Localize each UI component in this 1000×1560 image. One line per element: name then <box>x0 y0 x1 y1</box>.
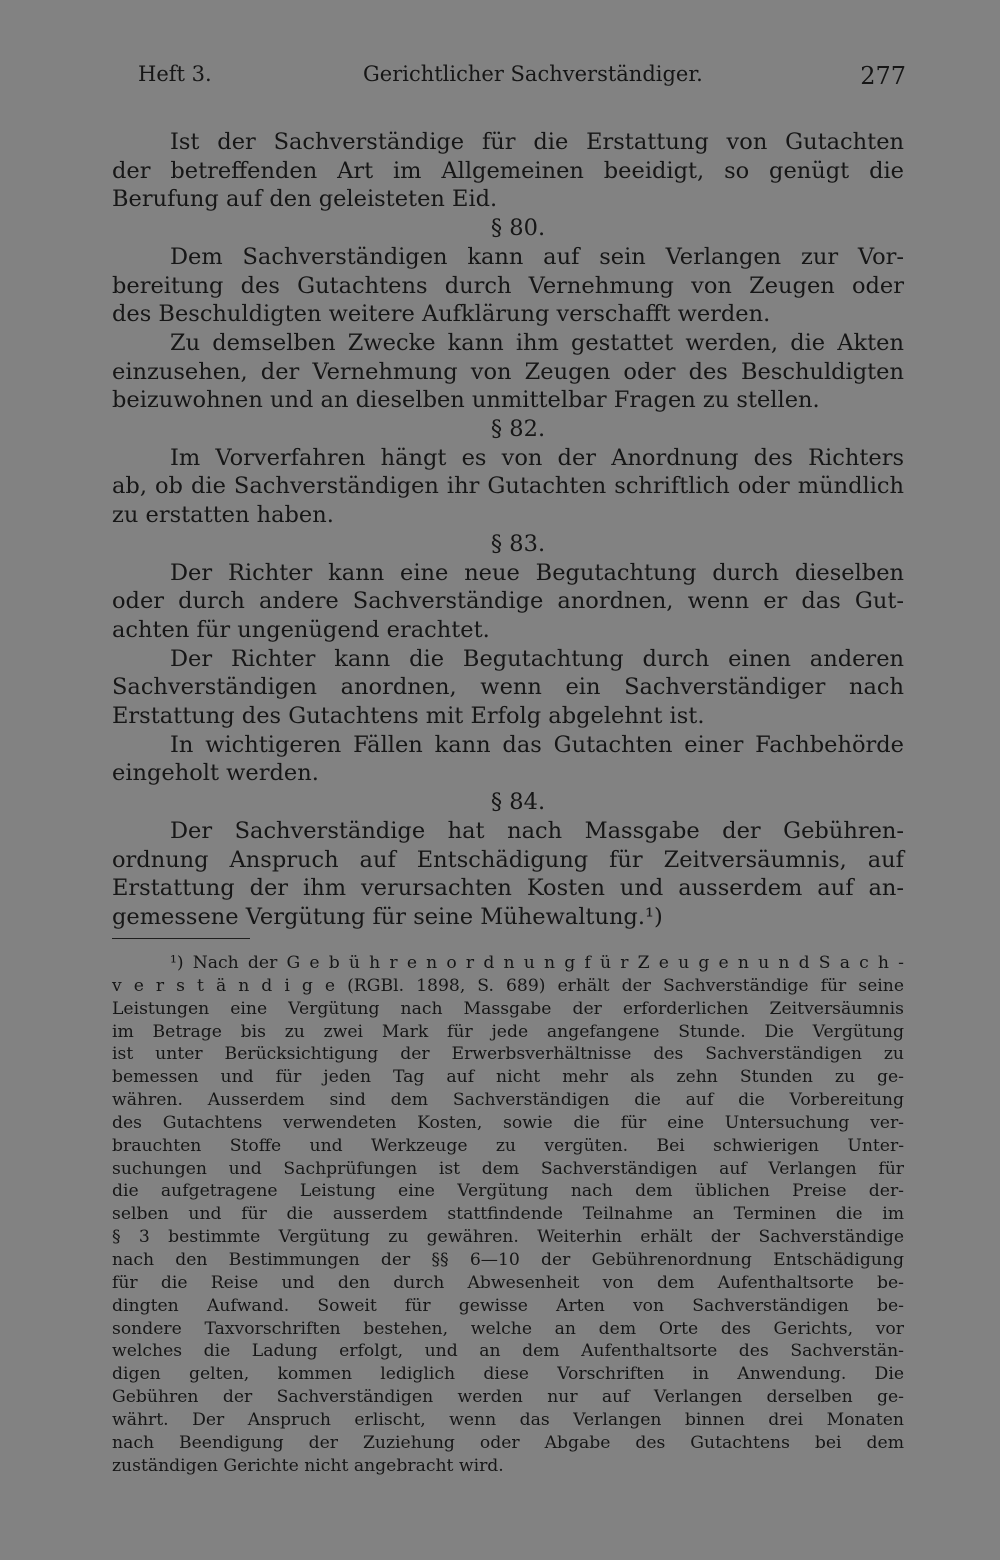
footnote-line: welches die Ladung erfolgt, und an dem Aufenthaltsorte des Sachverstän- <box>112 1341 904 1362</box>
text-line: oder durch andere Sachverständige anordnen, wenn er das Gut- <box>112 588 904 615</box>
footnote-line: die aufgetragene Leistung eine Vergütung nach dem üblichen Preise der- <box>112 1181 904 1202</box>
paragraph <box>112 444 904 530</box>
text-line: Der Sachverständige hat nach Massgabe der Gebühren- <box>170 817 904 844</box>
footnote-line: währt. Der Anspruch erlischt, wenn das Verlangen binnen drei Monaten <box>112 1409 904 1430</box>
footnote-line: sondere Taxvorschriften bestehen, welche an dem Orte des Gerichts, vor <box>112 1318 904 1339</box>
footnote-line: nach Beendigung der Zuziehung oder Abgabe des Gutachtens bei dem <box>112 1432 904 1453</box>
text-line: ab, ob die Sachverständigen ihr Gutachten schriftlich oder mündlich <box>112 473 904 500</box>
text-line: Der Richter kann die Begutachtung durch einen anderen <box>170 645 904 672</box>
text-line: eingeholt werden. <box>112 760 319 787</box>
footnote-line: v e r s t ä n d i g e (RGBl. 1898, S. 689) erhält der Sachverständige für seine <box>112 975 904 996</box>
section-heading: § 80. <box>490 215 546 242</box>
text-line: Der Richter kann eine neue Begutachtung durch dieselben <box>170 559 904 586</box>
main-text <box>112 128 904 932</box>
footnote-line: ¹) Nach der G e b ü h r e n o r d n u n g f ü r Z e u g e n u n d S a c h - <box>170 953 904 973</box>
page-number: 277 <box>860 62 906 90</box>
text-line: In wichtigeren Fällen kann das Gutachten einer Fachbehörde <box>170 731 904 758</box>
footnote-line: nach den Bestimmungen der §§ 6—10 der Gebührenordnung Entschädigung <box>112 1249 904 1270</box>
text-line: Zu demselben Zwecke kann ihm gestattet werden, die Akten <box>170 329 904 356</box>
footnote-line: im Betrage bis zu zwei Mark für jede angefangene Stunde. Die Vergütung <box>112 1021 904 1042</box>
footnote-line: digen gelten, kommen lediglich diese Vorschriften in Anwendung. Die <box>112 1364 904 1385</box>
running-title: Gerichtlicher Sachverständiger. <box>363 62 703 86</box>
footnote-line: § 3 bestimmte Vergütung zu gewähren. Weiterhin erhält der Sachverständige <box>112 1227 904 1248</box>
footnote-divider <box>112 938 250 939</box>
text-line: bereitung des Gutachtens durch Vernehmung von Zeugen oder <box>112 272 904 299</box>
text-line: Dem Sachverständigen kann auf sein Verlangen zur Vor- <box>170 243 904 270</box>
issue-label: Heft 3. <box>138 62 212 86</box>
paragraph <box>112 243 904 329</box>
footnote-line: bemessen und für jeden Tag auf nicht mehr als zehn Stunden zu ge- <box>112 1067 904 1088</box>
paragraph <box>112 645 904 731</box>
footnote-line: Gebühren der Sachverständigen werden nur auf Verlangen derselben ge- <box>112 1387 904 1408</box>
text-line: beizuwohnen und an dieselben unmittelbar Fragen zu stellen. <box>112 387 820 414</box>
text-line: Erstattung des Gutachtens mit Erfolg abgelehnt ist. <box>112 703 705 730</box>
running-header <box>138 62 906 96</box>
footnote-line: suchungen und Sachprüfungen ist dem Sachverständigen auf Verlangen für <box>112 1158 904 1179</box>
paragraph <box>112 559 904 645</box>
footnote-line: dingten Aufwand. Soweit für gewisse Arten von Sachverständigen be- <box>112 1295 904 1316</box>
paragraph <box>112 128 904 214</box>
footnote-line: selben und für die ausserdem stattfindende Teilnahme an Terminen die im <box>112 1204 904 1225</box>
section-heading: § 84. <box>490 789 546 816</box>
footnote-line: Leistungen eine Vergütung nach Massgabe der erforderlichen Zeitversäumnis <box>112 998 904 1019</box>
text-line: zu erstatten haben. <box>112 502 334 529</box>
text-line: der betreffenden Art im Allgemeinen beeidigt, so genügt die <box>112 157 904 184</box>
text-line: Sachverständigen anordnen, wenn ein Sachverständiger nach <box>112 674 904 701</box>
text-line: einzusehen, der Vernehmung von Zeugen oder des Beschuldigten <box>112 358 904 385</box>
text-line: gemessene Vergütung für seine Mühewaltung.¹) <box>112 903 663 930</box>
text-line: ordnung Anspruch auf Entschädigung für Zeitversäumnis, auf <box>112 846 904 873</box>
paragraph <box>112 731 904 788</box>
footnote-line: zuständigen Gerichte nicht angebracht wird. <box>112 1455 504 1476</box>
text-line: Im Vorverfahren hängt es von der Anordnung des Richters <box>170 444 904 471</box>
footnote-line: brauchten Stoffe und Werkzeuge zu vergüten. Bei schwierigen Unter- <box>112 1135 904 1156</box>
text-line: des Beschuldigten weitere Aufklärung verschafft werden. <box>112 301 771 328</box>
footnote-line: für die Reise und den durch Abwesenheit von dem Aufenthaltsorte be- <box>112 1272 904 1293</box>
section-heading: § 82. <box>490 416 546 443</box>
footnote <box>112 952 904 1477</box>
footnote-line: des Gutachtens verwendeten Kosten, sowie die für eine Untersuchung ver- <box>112 1112 904 1133</box>
section-heading: § 83. <box>490 530 546 557</box>
footnote-line: ist unter Berücksichtigung der Erwerbsverhältnisse des Sachverständigen zu <box>112 1044 904 1065</box>
text-line: achten für ungenügend erachtet. <box>112 616 490 643</box>
paragraph <box>112 329 904 415</box>
text-line: Erstattung der ihm verursachten Kosten und ausserdem auf an- <box>112 875 904 902</box>
footnote-line: währen. Ausserdem sind dem Sachverständigen die auf die Vorbereitung <box>112 1090 904 1111</box>
text-line: Berufung auf den geleisteten Eid. <box>112 186 498 213</box>
text-line: Ist der Sachverständige für die Erstattung von Gutachten <box>170 129 904 155</box>
paragraph <box>112 817 904 932</box>
